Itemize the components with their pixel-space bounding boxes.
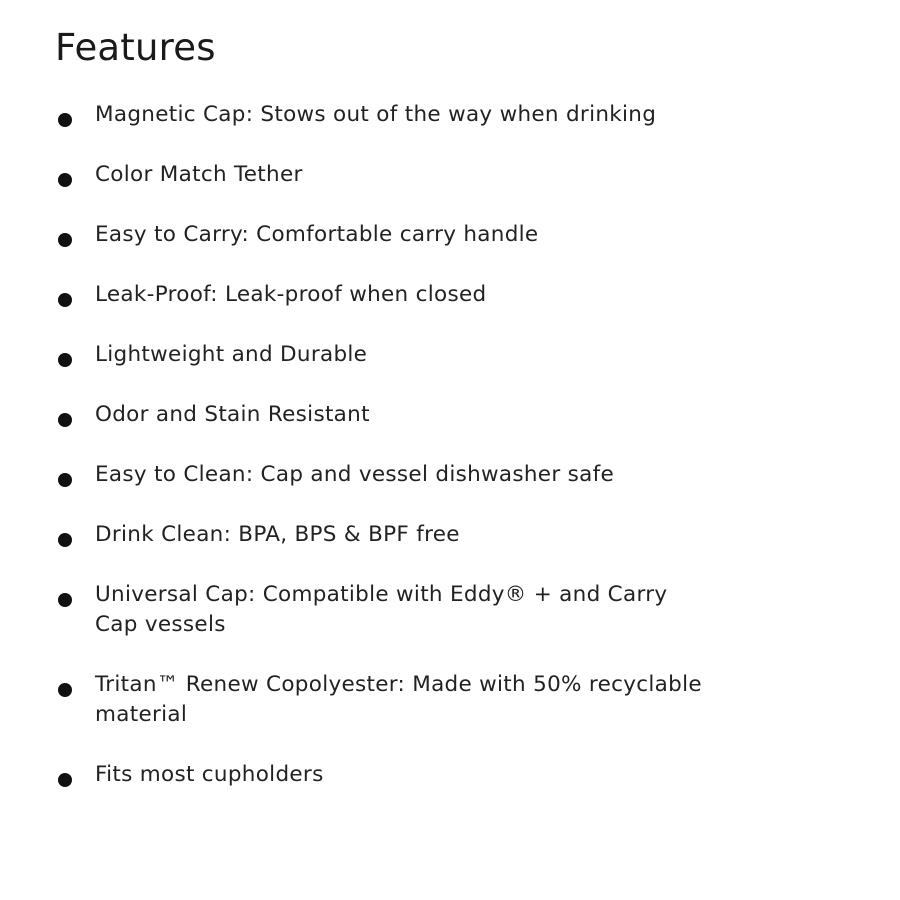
bullet-icon: [58, 353, 72, 367]
feature-item: [0, 220, 715, 250]
feature-text: Tritan™ Renew Copolyester: Made with 50% recyclable material: [95, 672, 702, 727]
bullet-icon: [58, 293, 72, 307]
feature-item: [0, 580, 715, 640]
feature-text: Odor and Stain Resistant: [95, 402, 370, 427]
feature-item: [0, 670, 715, 730]
bullet-icon: [58, 113, 72, 127]
feature-item: [0, 340, 715, 370]
bullet-icon: [58, 593, 72, 607]
feature-text: Color Match Tether: [95, 162, 303, 187]
feature-item: [0, 280, 715, 310]
feature-text: Fits most cupholders: [95, 762, 324, 787]
feature-text: Drink Clean: BPA, BPS & BPF free: [95, 522, 460, 547]
feature-text: Leak-Proof: Leak-proof when closed: [95, 282, 487, 307]
feature-item: [0, 760, 715, 790]
feature-item: [0, 400, 715, 430]
feature-item: [0, 460, 715, 490]
bullet-icon: [58, 413, 72, 427]
feature-text: Easy to Carry: Comfortable carry handle: [95, 222, 539, 247]
feature-item: [0, 160, 715, 190]
bullet-icon: [58, 773, 72, 787]
page-title: Features: [55, 26, 216, 69]
feature-list: [0, 100, 900, 820]
feature-text: Lightweight and Durable: [95, 342, 368, 367]
bullet-icon: [58, 683, 72, 697]
feature-text: Easy to Clean: Cap and vessel dishwasher safe: [95, 462, 614, 487]
feature-item: [0, 100, 715, 130]
bullet-icon: [58, 173, 72, 187]
bullet-icon: [58, 533, 72, 547]
bullet-icon: [58, 233, 72, 247]
feature-text: Universal Cap: Compatible with Eddy® + and Carry Cap vessels: [95, 582, 668, 637]
bullet-icon: [58, 473, 72, 487]
feature-text: Magnetic Cap: Stows out of the way when drinking: [95, 102, 657, 127]
feature-item: [0, 520, 715, 550]
